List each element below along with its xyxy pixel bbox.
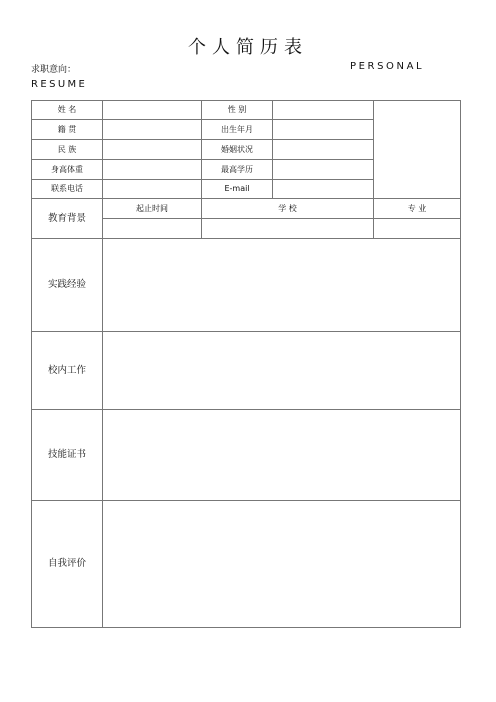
self-evaluation-label: 自我评价 <box>31 500 103 628</box>
native-place-label: 籍 贯 <box>31 119 103 140</box>
marital-label: 婚姻状况 <box>201 139 273 160</box>
english-title-personal: PERSONAL <box>350 61 425 72</box>
email-label: E-mail <box>201 179 273 199</box>
marital-field[interactable] <box>272 139 374 160</box>
name-label: 姓 名 <box>31 100 103 120</box>
experience-label: 实践经验 <box>31 238 103 332</box>
education-school-field[interactable] <box>201 218 374 239</box>
education-major-header: 专 业 <box>373 198 461 219</box>
certificates-label: 技能证书 <box>31 409 103 501</box>
english-title-resume: RESUME <box>31 79 88 90</box>
gender-field[interactable] <box>272 100 374 120</box>
education-level-label: 最高学历 <box>201 159 273 180</box>
native-place-field[interactable] <box>102 119 202 140</box>
phone-label: 联系电话 <box>31 179 103 199</box>
job-intent-label: 求职意向： <box>31 65 77 75</box>
email-field[interactable] <box>272 179 374 199</box>
photo-box[interactable] <box>373 100 461 199</box>
gender-label: 性 别 <box>201 100 273 120</box>
self-evaluation-field[interactable] <box>102 500 461 628</box>
education-period-field[interactable] <box>102 218 202 239</box>
education-period-header: 起止时间 <box>102 198 202 219</box>
campus-work-field[interactable] <box>102 331 461 410</box>
campus-work-label: 校内工作 <box>31 331 103 410</box>
certificates-field[interactable] <box>102 409 461 501</box>
height-weight-field[interactable] <box>102 159 202 180</box>
name-field[interactable] <box>102 100 202 120</box>
education-major-field[interactable] <box>373 218 461 239</box>
experience-field[interactable] <box>102 238 461 332</box>
education-level-field[interactable] <box>272 159 374 180</box>
height-weight-label: 身高体重 <box>31 159 103 180</box>
education-school-header: 学 校 <box>201 198 374 219</box>
ethnicity-field[interactable] <box>102 139 202 160</box>
birth-label: 出生年月 <box>201 119 273 140</box>
ethnicity-label: 民 族 <box>31 139 103 160</box>
education-section-label: 教育背景 <box>31 198 103 239</box>
birth-field[interactable] <box>272 119 374 140</box>
page-title: 个人简历表 <box>188 37 308 58</box>
phone-field[interactable] <box>102 179 202 199</box>
